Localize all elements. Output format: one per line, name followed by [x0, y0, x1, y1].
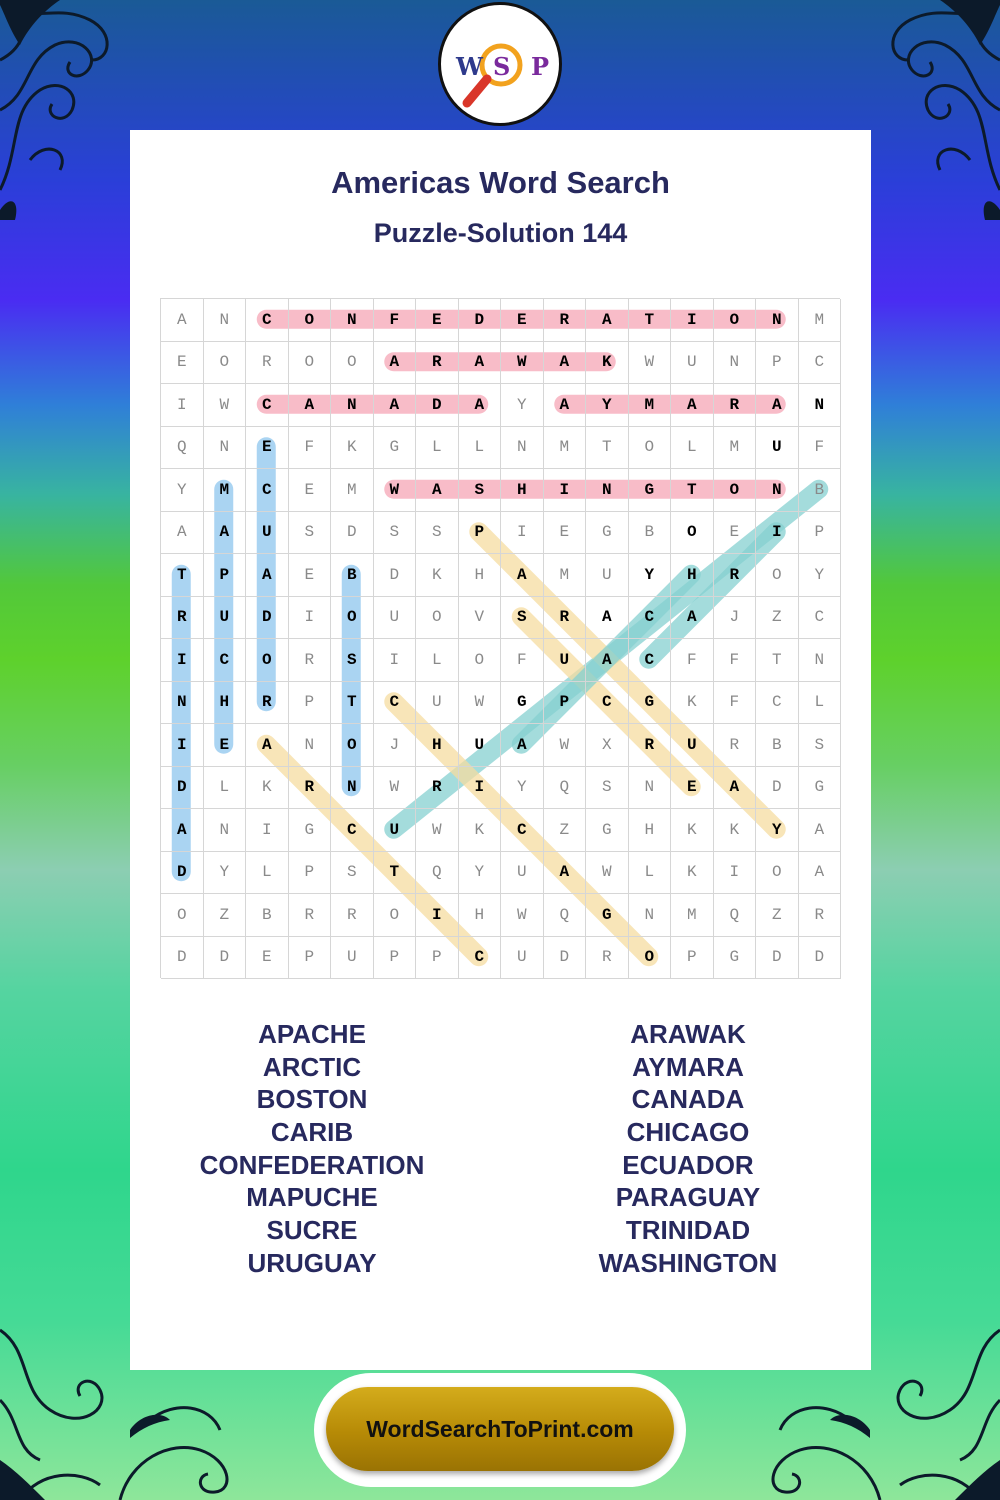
- page-subtitle: Puzzle-Solution 144: [373, 218, 628, 248]
- grid-cell[interactable]: H: [204, 682, 247, 725]
- grid-cell[interactable]: U: [416, 682, 459, 725]
- grid-cell[interactable]: Y: [501, 384, 544, 427]
- grid-cell[interactable]: O: [416, 597, 459, 640]
- grid-cell[interactable]: F: [714, 682, 757, 725]
- grid-cell[interactable]: N: [331, 384, 374, 427]
- logo-letter-s: S: [493, 52, 511, 81]
- grid-cell[interactable]: I: [416, 894, 459, 937]
- grid-cell[interactable]: N: [204, 299, 247, 342]
- grid-cell[interactable]: A: [459, 342, 502, 385]
- grid-cell[interactable]: A: [544, 342, 587, 385]
- grid-cell[interactable]: H: [459, 554, 502, 597]
- grid-cell[interactable]: U: [756, 427, 799, 470]
- grid-cell[interactable]: H: [459, 894, 502, 937]
- word-list-item: WASHINGTON: [598, 1247, 778, 1278]
- grid-cell[interactable]: K: [246, 767, 289, 810]
- grid-cell[interactable]: G: [586, 512, 629, 555]
- grid-cell[interactable]: F: [374, 299, 417, 342]
- grid-cell[interactable]: P: [756, 342, 799, 385]
- grid-cell[interactable]: B: [246, 894, 289, 937]
- grid-cell[interactable]: N: [799, 384, 842, 427]
- grid-cell[interactable]: T: [161, 554, 204, 597]
- grid-cell[interactable]: A: [501, 554, 544, 597]
- grid-cell[interactable]: Y: [501, 767, 544, 810]
- word-search-grid: [160, 298, 840, 978]
- grid-cell[interactable]: P: [416, 937, 459, 980]
- grid-cell[interactable]: Z: [204, 894, 247, 937]
- word-list-item: BOSTON: [256, 1084, 368, 1115]
- grid-cell[interactable]: J: [374, 724, 417, 767]
- grid-cell[interactable]: R: [289, 639, 332, 682]
- grid-cell[interactable]: D: [756, 767, 799, 810]
- grid-cell[interactable]: G: [714, 937, 757, 980]
- grid-cell[interactable]: L: [246, 852, 289, 895]
- grid-cell[interactable]: N: [714, 342, 757, 385]
- grid-cell[interactable]: E: [416, 299, 459, 342]
- grid-cell[interactable]: L: [459, 427, 502, 470]
- grid-cell[interactable]: R: [799, 894, 842, 937]
- grid-cell[interactable]: Q: [544, 894, 587, 937]
- grid-cell[interactable]: C: [501, 809, 544, 852]
- grid-cell[interactable]: U: [459, 724, 502, 767]
- grid-cell[interactable]: C: [756, 682, 799, 725]
- grid-cell[interactable]: K: [331, 427, 374, 470]
- grid-cell[interactable]: E: [714, 512, 757, 555]
- grid-cell[interactable]: O: [374, 894, 417, 937]
- grid-cell[interactable]: Y: [204, 852, 247, 895]
- grid-cell[interactable]: D: [161, 852, 204, 895]
- grid-cell[interactable]: R: [246, 682, 289, 725]
- grid-cell[interactable]: L: [629, 852, 672, 895]
- grid-cell[interactable]: F: [671, 639, 714, 682]
- grid-cell[interactable]: Q: [161, 427, 204, 470]
- grid-cell[interactable]: C: [799, 597, 842, 640]
- grid-cell[interactable]: T: [629, 299, 672, 342]
- grid-cell[interactable]: C: [204, 639, 247, 682]
- grid-cell[interactable]: C: [799, 342, 842, 385]
- grid-cell[interactable]: W: [374, 469, 417, 512]
- grid-cell[interactable]: C: [629, 639, 672, 682]
- grid-cell[interactable]: X: [586, 724, 629, 767]
- grid-cell[interactable]: N: [289, 724, 332, 767]
- grid-cell[interactable]: W: [416, 809, 459, 852]
- grid-cell[interactable]: E: [501, 299, 544, 342]
- grid-cell[interactable]: G: [799, 767, 842, 810]
- grid-cell[interactable]: A: [671, 384, 714, 427]
- grid-cell[interactable]: L: [416, 427, 459, 470]
- grid-cell[interactable]: A: [459, 384, 502, 427]
- grid-cell[interactable]: K: [586, 342, 629, 385]
- grid-cell[interactable]: I: [671, 299, 714, 342]
- grid-cell[interactable]: A: [246, 724, 289, 767]
- grid-cell[interactable]: T: [374, 852, 417, 895]
- grid-cell[interactable]: M: [544, 427, 587, 470]
- grid-cell[interactable]: I: [161, 724, 204, 767]
- grid-cell[interactable]: O: [629, 937, 672, 980]
- grid-cell[interactable]: M: [629, 384, 672, 427]
- grid-cell[interactable]: S: [799, 724, 842, 767]
- grid-cell[interactable]: E: [544, 512, 587, 555]
- grid-cell[interactable]: G: [629, 682, 672, 725]
- grid-cell[interactable]: O: [331, 597, 374, 640]
- grid-cell[interactable]: E: [671, 767, 714, 810]
- word-list-item: PARAGUAY: [615, 1182, 761, 1213]
- grid-cell[interactable]: K: [714, 809, 757, 852]
- word-list-item: MAPUCHE: [246, 1182, 378, 1213]
- grid-cell[interactable]: W: [629, 342, 672, 385]
- word-list-item: URUGUAY: [247, 1247, 377, 1278]
- grid-cell[interactable]: B: [756, 724, 799, 767]
- grid-cell[interactable]: N: [629, 894, 672, 937]
- grid-cell[interactable]: M: [544, 554, 587, 597]
- grid-cell[interactable]: P: [671, 937, 714, 980]
- word-list-item: TRINIDAD: [625, 1215, 751, 1246]
- grid-cell[interactable]: A: [586, 597, 629, 640]
- grid-cell[interactable]: A: [204, 512, 247, 555]
- grid-cell[interactable]: H: [416, 724, 459, 767]
- corner-flourish-top-left: [0, 0, 150, 220]
- grid-cell[interactable]: M: [799, 299, 842, 342]
- corner-flourish-top-right: [850, 0, 1000, 220]
- grid-cell[interactable]: N: [204, 427, 247, 470]
- grid-cell[interactable]: W: [459, 682, 502, 725]
- grid-cell[interactable]: D: [459, 299, 502, 342]
- grid-cell[interactable]: O: [289, 299, 332, 342]
- grid-cell[interactable]: M: [204, 469, 247, 512]
- grid-cell[interactable]: O: [289, 342, 332, 385]
- grid-cell[interactable]: R: [714, 384, 757, 427]
- grid-cell[interactable]: D: [374, 554, 417, 597]
- grid-cell[interactable]: N: [756, 469, 799, 512]
- grid-cell[interactable]: A: [586, 639, 629, 682]
- grid-cell[interactable]: T: [586, 427, 629, 470]
- grid-cell[interactable]: U: [204, 597, 247, 640]
- grid-cell[interactable]: O: [246, 639, 289, 682]
- grid-cell[interactable]: Q: [544, 767, 587, 810]
- grid-cell[interactable]: I: [289, 597, 332, 640]
- grid-cell[interactable]: O: [331, 724, 374, 767]
- grid-cell[interactable]: A: [586, 299, 629, 342]
- grid-cell[interactable]: G: [629, 469, 672, 512]
- grid-cell[interactable]: O: [671, 512, 714, 555]
- grid-cell[interactable]: Y: [459, 852, 502, 895]
- grid-cell[interactable]: A: [246, 554, 289, 597]
- grid-cell[interactable]: R: [416, 767, 459, 810]
- word-list-right-column: [508, 1018, 868, 1280]
- grid-cell[interactable]: S: [459, 469, 502, 512]
- grid-cell[interactable]: S: [331, 852, 374, 895]
- grid-cell[interactable]: P: [289, 682, 332, 725]
- grid-cell[interactable]: O: [331, 342, 374, 385]
- grid-cell[interactable]: C: [374, 682, 417, 725]
- grid-cell[interactable]: R: [289, 894, 332, 937]
- grid-cell[interactable]: T: [671, 469, 714, 512]
- grid-cell[interactable]: Q: [714, 894, 757, 937]
- grid-cell[interactable]: O: [161, 894, 204, 937]
- grid-cell[interactable]: P: [459, 512, 502, 555]
- grid-cell[interactable]: R: [714, 724, 757, 767]
- grid-cell[interactable]: W: [374, 767, 417, 810]
- grid-cell[interactable]: S: [289, 512, 332, 555]
- grid-cell[interactable]: Q: [416, 852, 459, 895]
- grid-cell[interactable]: N: [586, 469, 629, 512]
- grid-cell[interactable]: N: [799, 639, 842, 682]
- grid-cell[interactable]: Z: [756, 597, 799, 640]
- grid-cell[interactable]: C: [629, 597, 672, 640]
- grid-cell[interactable]: C: [246, 469, 289, 512]
- grid-cell[interactable]: A: [544, 384, 587, 427]
- grid-cell[interactable]: S: [501, 597, 544, 640]
- grid-cell[interactable]: G: [586, 809, 629, 852]
- grid-cell[interactable]: K: [671, 852, 714, 895]
- grid-cell[interactable]: A: [161, 299, 204, 342]
- grid-cell[interactable]: F: [289, 427, 332, 470]
- grid-cell[interactable]: O: [714, 469, 757, 512]
- grid-cell[interactable]: I: [246, 809, 289, 852]
- grid-cell[interactable]: U: [331, 937, 374, 980]
- grid-cell[interactable]: L: [799, 682, 842, 725]
- word-list-item: SUCRE: [266, 1215, 358, 1246]
- word-list-item: CONFEDERATION: [199, 1149, 425, 1180]
- grid-cell[interactable]: I: [544, 469, 587, 512]
- grid-cell[interactable]: M: [671, 894, 714, 937]
- grid-cell[interactable]: V: [459, 597, 502, 640]
- grid-cell[interactable]: I: [714, 852, 757, 895]
- grid-cell[interactable]: U: [501, 852, 544, 895]
- word-list-item: APACHE: [258, 1019, 366, 1049]
- word-list-item: ARCTIC: [262, 1051, 362, 1082]
- grid-cell[interactable]: I: [459, 767, 502, 810]
- grid-cell[interactable]: D: [331, 512, 374, 555]
- grid-cell[interactable]: Y: [586, 384, 629, 427]
- grid-cell[interactable]: N: [331, 767, 374, 810]
- grid-cell[interactable]: R: [161, 597, 204, 640]
- grid-cell[interactable]: I: [374, 639, 417, 682]
- grid-cell[interactable]: A: [544, 852, 587, 895]
- grid-cell[interactable]: L: [204, 767, 247, 810]
- grid-cell[interactable]: F: [501, 639, 544, 682]
- grid-cell[interactable]: N: [629, 767, 672, 810]
- grid-cell[interactable]: S: [586, 767, 629, 810]
- grid-cell[interactable]: A: [161, 809, 204, 852]
- word-list-item: AYMARA: [632, 1051, 744, 1082]
- grid-cell[interactable]: R: [246, 342, 289, 385]
- grid-cell[interactable]: N: [501, 427, 544, 470]
- grid-cell[interactable]: W: [544, 724, 587, 767]
- grid-cell[interactable]: W: [501, 894, 544, 937]
- grid-cell[interactable]: W: [204, 384, 247, 427]
- grid-cell[interactable]: M: [714, 427, 757, 470]
- grid-cell[interactable]: D: [799, 937, 842, 980]
- grid-cell[interactable]: I: [756, 512, 799, 555]
- grid-cell[interactable]: T: [756, 639, 799, 682]
- grid-cell[interactable]: P: [289, 852, 332, 895]
- grid-cell[interactable]: F: [799, 427, 842, 470]
- grid-cell[interactable]: P: [544, 682, 587, 725]
- grid-cell[interactable]: I: [161, 384, 204, 427]
- grid-cell[interactable]: U: [671, 724, 714, 767]
- grid-cell[interactable]: A: [671, 597, 714, 640]
- grid-cell[interactable]: A: [289, 384, 332, 427]
- grid-cell[interactable]: N: [161, 682, 204, 725]
- grid-cell[interactable]: H: [671, 554, 714, 597]
- logo-letter-w: W: [456, 52, 483, 81]
- grid-cell[interactable]: C: [246, 299, 289, 342]
- grid-cell[interactable]: K: [671, 682, 714, 725]
- grid-cell[interactable]: P: [289, 937, 332, 980]
- grid-cell[interactable]: U: [374, 597, 417, 640]
- grid-cell[interactable]: Z: [544, 809, 587, 852]
- grid-cell[interactable]: A: [374, 384, 417, 427]
- grid-cell[interactable]: U: [374, 809, 417, 852]
- grid-cell[interactable]: A: [374, 342, 417, 385]
- grid-cell[interactable]: H: [629, 809, 672, 852]
- grid-cell[interactable]: C: [586, 682, 629, 725]
- grid-cell[interactable]: A: [714, 767, 757, 810]
- grid-cell[interactable]: O: [459, 639, 502, 682]
- grid-cell[interactable]: S: [374, 512, 417, 555]
- grid-cell[interactable]: S: [331, 639, 374, 682]
- grid-cell[interactable]: R: [586, 937, 629, 980]
- grid-cell[interactable]: D: [544, 937, 587, 980]
- grid-cell[interactable]: I: [161, 639, 204, 682]
- grid-cell[interactable]: O: [714, 299, 757, 342]
- grid-cell[interactable]: Y: [799, 554, 842, 597]
- grid-cell[interactable]: R: [714, 554, 757, 597]
- grid-cell[interactable]: H: [501, 469, 544, 512]
- grid-cell[interactable]: P: [204, 554, 247, 597]
- grid-cell[interactable]: R: [331, 894, 374, 937]
- grid-cell[interactable]: A: [161, 512, 204, 555]
- grid-cell[interactable]: S: [416, 512, 459, 555]
- grid-cell[interactable]: O: [756, 852, 799, 895]
- grid-cell[interactable]: Y: [161, 469, 204, 512]
- grid-cell[interactable]: K: [416, 554, 459, 597]
- grid-cell[interactable]: D: [756, 937, 799, 980]
- footer-badge: [314, 1373, 686, 1487]
- grid-cell[interactable]: G: [289, 809, 332, 852]
- grid-cell[interactable]: U: [501, 937, 544, 980]
- grid-cell[interactable]: G: [501, 682, 544, 725]
- grid-cell[interactable]: A: [501, 724, 544, 767]
- letter-grid: [160, 298, 840, 978]
- grid-cell[interactable]: J: [714, 597, 757, 640]
- grid-cell[interactable]: U: [671, 342, 714, 385]
- grid-cell[interactable]: E: [289, 554, 332, 597]
- grid-cell[interactable]: A: [756, 384, 799, 427]
- grid-cell[interactable]: O: [756, 554, 799, 597]
- grid-cell[interactable]: K: [671, 809, 714, 852]
- grid-cell[interactable]: D: [204, 937, 247, 980]
- grid-cell[interactable]: A: [416, 469, 459, 512]
- grid-cell[interactable]: C: [246, 384, 289, 427]
- grid-cell[interactable]: B: [799, 469, 842, 512]
- grid-cell[interactable]: N: [204, 809, 247, 852]
- grid-cell[interactable]: U: [246, 512, 289, 555]
- word-list-left-column: [132, 1018, 492, 1280]
- grid-cell[interactable]: O: [204, 342, 247, 385]
- grid-cell[interactable]: E: [289, 469, 332, 512]
- grid-cell[interactable]: E: [246, 937, 289, 980]
- logo-letter-p: P: [531, 52, 550, 81]
- grid-cell[interactable]: U: [544, 639, 587, 682]
- grid-cell[interactable]: Z: [756, 894, 799, 937]
- grid-cell[interactable]: D: [161, 937, 204, 980]
- grid-cell[interactable]: R: [416, 342, 459, 385]
- grid-cell[interactable]: C: [459, 937, 502, 980]
- grid-cell[interactable]: F: [714, 639, 757, 682]
- grid-cell[interactable]: D: [246, 597, 289, 640]
- grid-cell[interactable]: N: [331, 299, 374, 342]
- word-list-item: CARIB: [270, 1117, 354, 1148]
- grid-cell[interactable]: A: [799, 852, 842, 895]
- grid-cell[interactable]: A: [799, 809, 842, 852]
- grid-cell[interactable]: G: [586, 894, 629, 937]
- grid-cell[interactable]: R: [629, 724, 672, 767]
- page-title: Americas Word Search: [331, 165, 670, 200]
- grid-cell[interactable]: O: [629, 427, 672, 470]
- grid-cell[interactable]: B: [331, 554, 374, 597]
- grid-cell[interactable]: U: [586, 554, 629, 597]
- grid-cell[interactable]: P: [799, 512, 842, 555]
- grid-cell[interactable]: W: [586, 852, 629, 895]
- grid-cell[interactable]: E: [204, 724, 247, 767]
- grid-cell[interactable]: E: [161, 342, 204, 385]
- grid-cell[interactable]: D: [416, 384, 459, 427]
- grid-cell[interactable]: P: [374, 937, 417, 980]
- grid-cell[interactable]: Y: [756, 809, 799, 852]
- grid-cell[interactable]: D: [161, 767, 204, 810]
- grid-cell[interactable]: B: [629, 512, 672, 555]
- grid-cell[interactable]: Y: [629, 554, 672, 597]
- grid-cell[interactable]: E: [246, 427, 289, 470]
- grid-cell[interactable]: G: [374, 427, 417, 470]
- word-list-item: CHICAGO: [626, 1117, 750, 1148]
- grid-cell[interactable]: T: [331, 682, 374, 725]
- grid-cell[interactable]: M: [331, 469, 374, 512]
- grid-cell[interactable]: R: [544, 597, 587, 640]
- word-list-item: ARAWAK: [630, 1019, 746, 1049]
- grid-cell[interactable]: C: [331, 809, 374, 852]
- grid-cell[interactable]: K: [459, 809, 502, 852]
- grid-cell[interactable]: R: [289, 767, 332, 810]
- grid-cell[interactable]: N: [756, 299, 799, 342]
- grid-cell[interactable]: I: [501, 512, 544, 555]
- site-link-button[interactable]: WordSearchToPrint.com: [326, 1387, 674, 1471]
- grid-cell[interactable]: L: [416, 639, 459, 682]
- grid-cell[interactable]: L: [671, 427, 714, 470]
- puzzle-panel: [130, 130, 871, 1370]
- grid-cell[interactable]: R: [544, 299, 587, 342]
- word-list-item: ECUADOR: [622, 1149, 754, 1180]
- word-list-item: CANADA: [631, 1084, 745, 1115]
- grid-cell[interactable]: W: [501, 342, 544, 385]
- wsp-logo[interactable]: [438, 2, 562, 126]
